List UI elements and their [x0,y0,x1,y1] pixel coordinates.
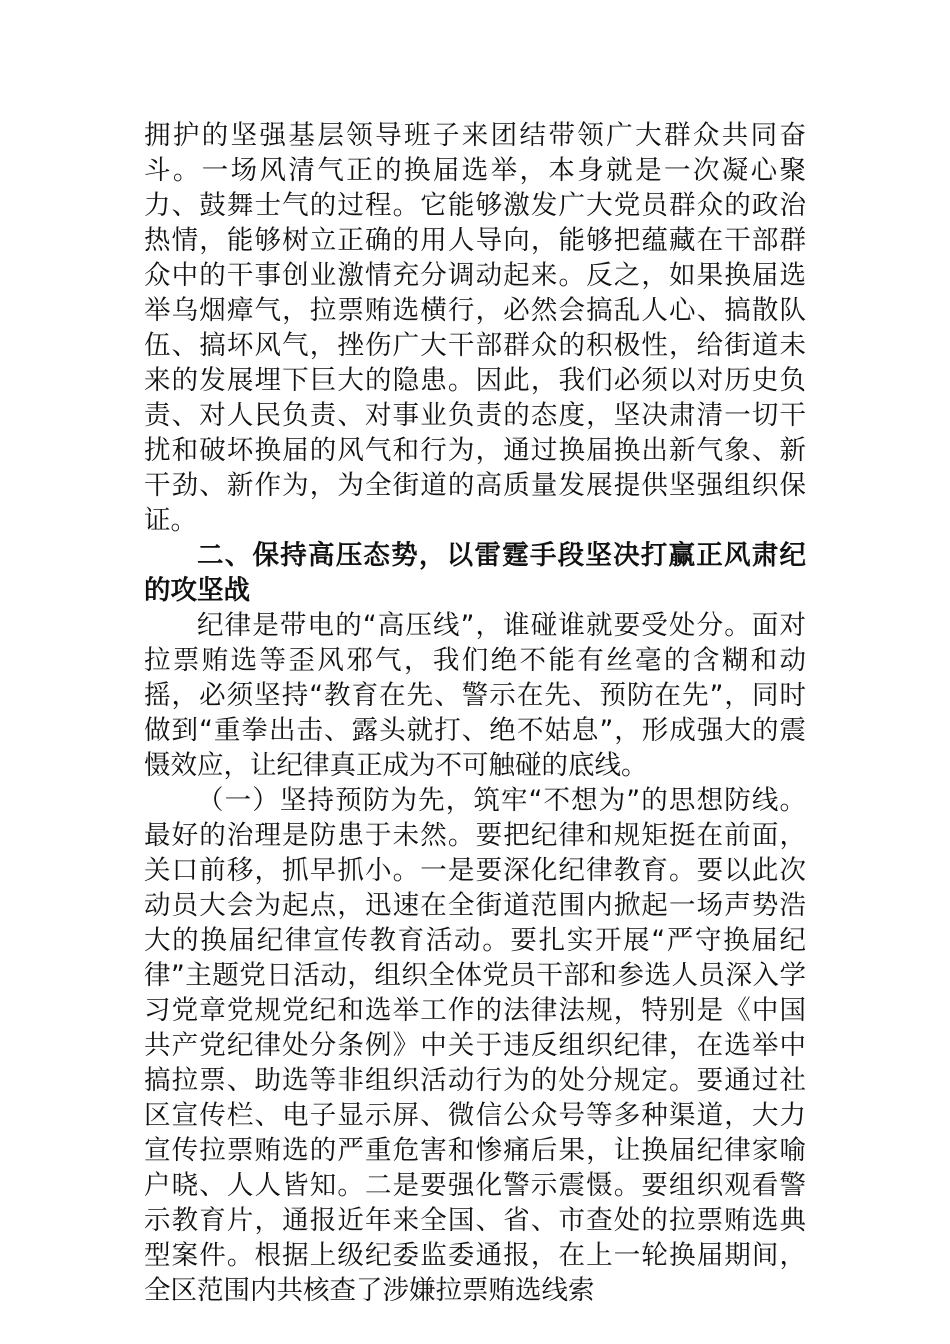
paragraph-prevention: （一）坚持预防为先，筑牢“不想为”的思想防线。最好的治理是防患于未然。要把纪律和规矩挺在前面，关口前移，抓早抓小。一是要深化纪律教育。要以此次动员大会为起点，迅速在全街道范围内掀起一场声势浩大的换届纪律宣传教育活动。要扎实开展“严守换届纪律”主题党日活动，组织全体党员干部和参选人员深入学习党章党规党纪和选举工作的法律法规，特别是《中国共产党纪律处分条例》中关于违反组织纪律，在选举中搞拉票、助选等非组织活动行为的处分规定。要通过社区宣传栏、电子显示屏、微信公众号等多种渠道，大力宣传拉票贿选的严重危害和惨痛后果，让换届纪律家喻户晓、人人皆知。二是要强化警示震慑。要组织观看警示教育片，通报近年来全国、省、市查处的拉票贿选典型案件。根据上级纪委监委通报，在上一轮换届期间，全区范围内共核查了涉嫌拉票贿选线索 [144,785,806,1306]
paragraph-continuation: 拥护的坚强基层领导班子来团结带领广大群众共同奋斗。一场风清气正的换届选举，本身就是一次凝心聚力、鼓舞士气的过程。它能够激发广大党员群众的政治热情，能够树立正确的用人导向，能够把蕴藏在干部群众中的干事创业激情充分调动起来。反之，如果换届选举乌烟瘴气，拉票贿选横行，必然会搞乱人心、搞散队伍、搞坏风气，挫伤广大干部群众的积极性，给街道未来的发展埋下巨大的隐患。因此，我们必须以对历史负责、对人民负责、对事业负责的态度，坚决肃清一切干扰和破坏换届的风气和行为，通过换届换出新气象、新干劲、新作为，为全街道的高质量发展提供坚强组织保证。 [144,120,806,536]
paragraph-discipline: 纪律是带电的“高压线”，谁碰谁就要受处分。面对拉票贿选等歪风邪气，我们绝不能有丝毫的含糊和动摇，必须坚持“教育在先、警示在先、预防在先”，同时做到“重拳出击、露头就打、绝不姑息”，形成强大的震慑效应，让纪律真正成为不可触碰的底线。 [144,610,806,781]
section-heading: 二、保持高压态势，以雷霆手段坚决打赢正风肃纪的攻坚战 [144,540,806,606]
document-body [144,118,806,1308]
